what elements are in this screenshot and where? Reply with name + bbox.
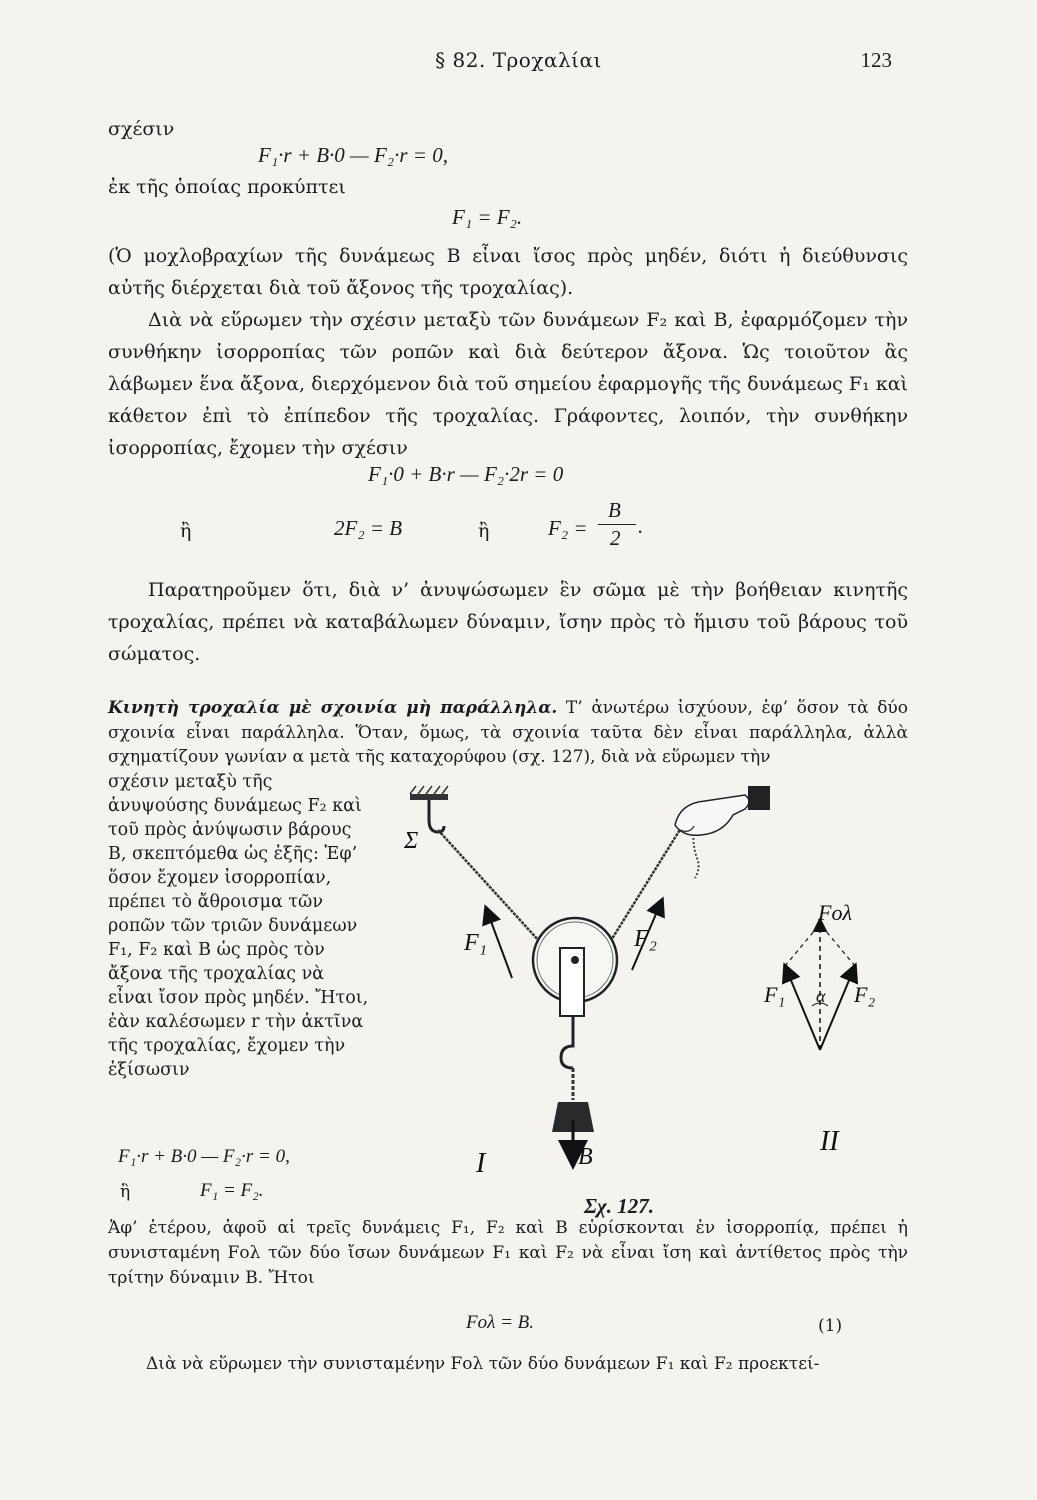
force-diagram	[785, 920, 855, 1050]
equation: F₂ =	[548, 516, 588, 540]
page-number: 123	[860, 48, 892, 72]
label-i: I	[476, 1148, 486, 1179]
label-alpha: α	[816, 986, 826, 1006]
figure-127	[380, 780, 900, 1220]
label-fol: Fολ	[818, 900, 852, 925]
label-b: B	[578, 1144, 593, 1170]
section-paragraph	[108, 696, 908, 770]
text-line: ἐκ τῆς ὁποίας προκύπτει	[108, 176, 346, 198]
label-ii: II	[820, 1126, 839, 1157]
hand-illustration	[675, 786, 770, 835]
label-f1-diagram: F₁	[764, 982, 786, 1007]
or-word: ἢ	[120, 1182, 131, 1202]
equation: F₁ = F₂.	[452, 205, 523, 229]
side-text: σχέσιν μεταξὺ τῆς ἀνυψούσης δυνάμεως F₂ καὶ τοῦ πρὸς ἀνύψωσιν βάρους B, σκεπτόμεθα ὡς ἑξῆς: Ἐφ’ ὅσον ἔχομεν ἰσορροπίαν, πρέπει τὸ ἄθροισμα τῶν ροπῶν τῶν τριῶν δυνάμεων F₁, F₂ καὶ B ὡς πρὸς τὸν ἄξονα τῆς τροχαλίας νὰ εἶναι ἴσον πρὸς μηδέν. Ἤτοι, ἐὰν καλέσωμεν r τὴν ἀκτῖνα τῆς τροχαλίας, ἔχομεν τὴν ἐξίσωσιν	[108, 772, 369, 1080]
label-f2: F₂	[634, 926, 658, 952]
arrow-f1	[486, 908, 512, 978]
label-f2-diagram: F₂	[854, 982, 876, 1007]
paragraph-observation: Παρατηροῦμεν ὅτι, διὰ ν’ ἀνυψώσωμεν ἓν σῶμα μὲ τὴν βοήθειαν κινητῆς τροχαλίας, πρέπει νὰ καταβάλωμεν δύναμιν, ἴσην πρὸς τὸ ἥμισυ τοῦ βάρους τοῦ σώματος.	[108, 579, 908, 665]
fraction-bar	[598, 524, 636, 525]
figure-caption: Σχ. 127.	[584, 1194, 655, 1218]
section-text: Τ’ ἀνωτέρω ἰσχύουν, ἐφ’ ὅσον τὰ δύο σχοινία εἶναι παράλληλα. Ὅταν, ὅμως, τὰ σχοινία ταῦτα δὲν εἶναι παράλληλα, ἀλλὰ σχηματίζουν γωνίαν α μετὰ τῆς καταχορύφου (σχ. 127), διὰ νὰ εὕρωμεν τὴν	[108, 698, 908, 767]
label-f1: F₁	[464, 930, 488, 956]
ceiling-support	[410, 786, 448, 832]
left-rope	[438, 830, 540, 942]
or-word: ἢ	[180, 520, 192, 542]
paragraph-moment: Διὰ νὰ εὕρωμεν τὴν σχέσιν μεταξὺ τῶν δυνάμεων F₂ καὶ B, ἐφαρμόζομεν τὴν συνθήκην ἰσορροπίας τῶν ροπῶν καὶ διὰ δεύτερον ἄξονα. Ὡς τοιοῦτον ἂς λάβωμεν ἕνα ἄξονα, διερχόμενον διὰ τοῦ σημείου ἐφαρμογῆς τῆς δυνάμεως F₁ καὶ κάθετον ἐπὶ τὸ ἐπίπεδον τῆς τροχαλίας. Γράφοντες, λοιπόν, τὴν συνθήκην ἰσορροπίας, ἔχομεν τὴν σχέσιν	[108, 309, 908, 459]
equation: F₁·0 + B·r — F₂·2r = 0	[368, 462, 564, 486]
side-equation: F₁·r + B·0 — F₂·r = 0,	[118, 1146, 290, 1167]
paragraph-resultant: Ἀφ’ ἑτέρου, ἀφοῦ αἱ τρεῖς δυνάμεις F₁, F₂ καὶ B εὑρίσκονται ἐν ἰσορροπίᾳ, πρέπει ἡ συνισταμένη Fολ τῶν δύο ἴσων δυνάμεων F₁ καὶ F₂ νὰ εἶναι ἴση καὶ ἀντίθετος πρὸς τὴν τρίτην δύναμιν B. Ἤτοι	[108, 1218, 908, 1288]
or-word: ἢ	[478, 520, 490, 542]
fraction-numerator: B	[608, 498, 621, 522]
equation-number: (1)	[818, 1316, 843, 1336]
fraction-denominator: 2	[610, 526, 621, 550]
right-rope	[610, 820, 686, 942]
equation: 2F₂ = B	[334, 516, 403, 540]
last-line: Διὰ νὰ εὕρωμεν τὴν συνισταμένην Fολ τῶν δύο δυνάμεων F₁ καὶ F₂ προεκτεί-	[146, 1354, 820, 1374]
paragraph-note: (Ὁ μοχλοβραχίων τῆς δυνάμεως B εἶναι ἴσος πρὸς μηδέν, διότι ἡ διεύθυνσις αὐτῆς διέρχεται διὰ τοῦ ἄξονος τῆς τροχαλίας).	[108, 245, 908, 299]
section-title: Κινητὴ τροχαλία μὲ σχοινία μὴ παράλληλα.	[108, 698, 558, 718]
equation: F₁·r + B·0 — F₂·r = 0,	[258, 143, 448, 167]
side-equation: F₁ = F₂.	[200, 1180, 264, 1201]
equation-final: Fολ = B.	[466, 1312, 535, 1333]
text-line: σχέσιν	[108, 118, 175, 140]
running-header: § 82. Τροχαλίαι	[435, 48, 602, 72]
label-sigma: Σ	[404, 828, 419, 854]
equation-end: .	[638, 514, 644, 538]
